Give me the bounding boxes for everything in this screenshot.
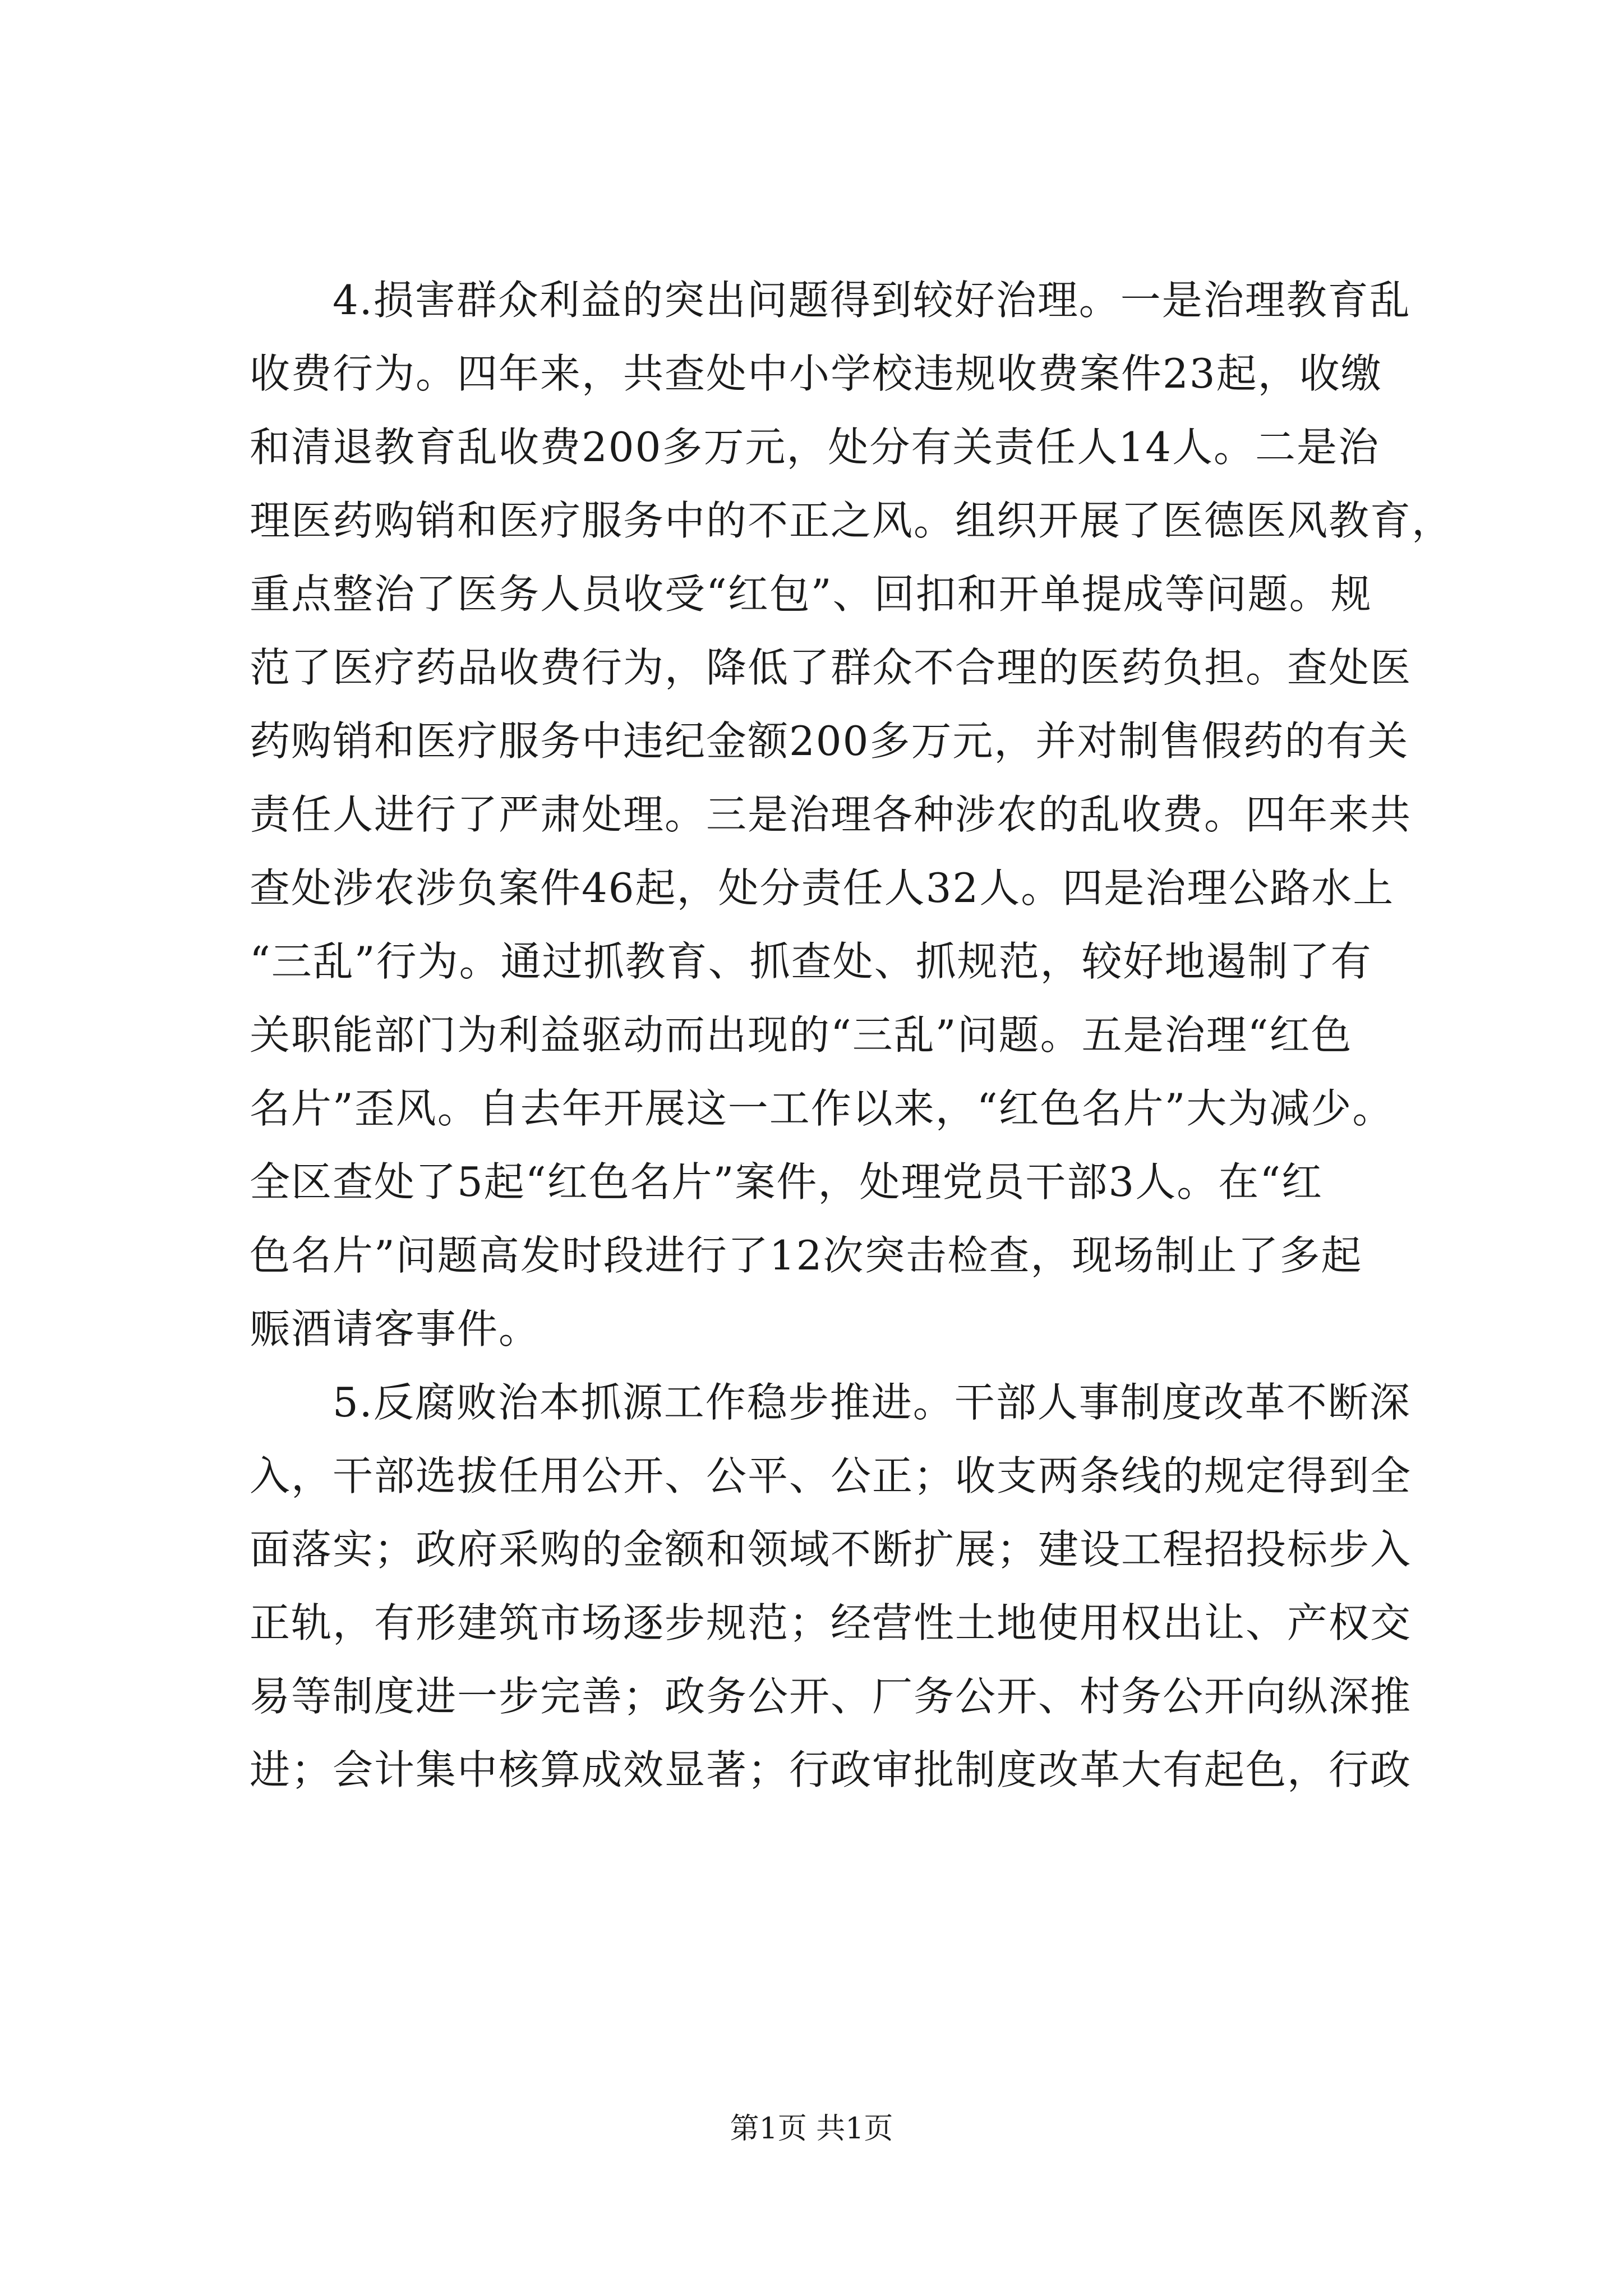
paragraph-4-line-10: “三乱”行为。通过抓教育、抓查处、抓规范，较好地遏制了有 <box>250 938 1372 985</box>
paragraph-4-line-8: 责任人进行了严肃处理。三是治理各种涉农的乱收费。四年来共 <box>250 791 1412 838</box>
document-body <box>250 264 1454 1807</box>
paragraph-5-line-6: 进；会计集中核算成效显著；行政审批制度改革大有起色，行政 <box>250 1746 1412 1793</box>
paragraph-4-line-4: 理医药购销和医疗服务中的不正之风。组织开展了医德医风教育， <box>250 497 1454 544</box>
paragraph-4-line-7: 药购销和医疗服务中违纪金额200多万元，并对制售假药的有关 <box>250 717 1409 765</box>
paragraph-4-line-15: 赈酒请客事件。 <box>250 1305 541 1352</box>
paragraph-4-line-5: 重点整治了医务人员收受“红包”、回扣和开单提成等问题。规 <box>250 570 1372 618</box>
paragraph-5-line-5: 易等制度进一步完善；政务公开、厂务公开、村务公开向纵深推 <box>250 1673 1412 1720</box>
paragraph-4-line-9: 查处涉农涉负案件46起，处分责任人32人。四是治理公路水上 <box>250 864 1395 912</box>
paragraph-4-line-2: 收费行为。四年来，共查处中小学校违规收费案件23起，收缴 <box>250 350 1382 397</box>
paragraph-4-line-13: 全区查处了5起“红色名片”案件，处理党员干部3人。在“红 <box>250 1158 1324 1205</box>
paragraph-4-line-12: 名片”歪风。自去年开展这一工作以来，“红色名片”大为减少。 <box>250 1085 1394 1132</box>
paragraph-5-line-4: 正轨，有形建筑市场逐步规范；经营性土地使用权出让、产权交 <box>250 1599 1412 1646</box>
paragraph-5-line-3: 面落实；政府采购的金额和领域不断扩展；建设工程招投标步入 <box>250 1526 1412 1573</box>
paragraph-4-line-3: 和清退教育乱收费200多万元，处分有关责任人14人。二是治 <box>250 424 1380 471</box>
page-number-footer: 第1页 共1页 <box>730 2112 893 2146</box>
paragraph-5-line-1: 5.反腐败治本抓源工作稳步推进。干部人事制度改革不断深 <box>333 1379 1411 1426</box>
paragraph-4-line-11: 关职能部门为利益驱动而出现的“三乱”问题。五是治理“红色 <box>250 1011 1353 1059</box>
paragraph-4-line-14: 色名片”问题高发时段进行了12次突击检查，现场制止了多起 <box>250 1232 1363 1279</box>
paragraph-4-line-6: 范了医疗药品收费行为，降低了群众不合理的医药负担。查处医 <box>250 644 1412 691</box>
paragraph-4-line-1: 4.损害群众利益的突出问题得到较好治理。一是治理教育乱 <box>333 277 1411 324</box>
paragraph-5-line-2: 入，干部选拔任用公开、公平、公正；收支两条线的规定得到全 <box>250 1452 1412 1499</box>
